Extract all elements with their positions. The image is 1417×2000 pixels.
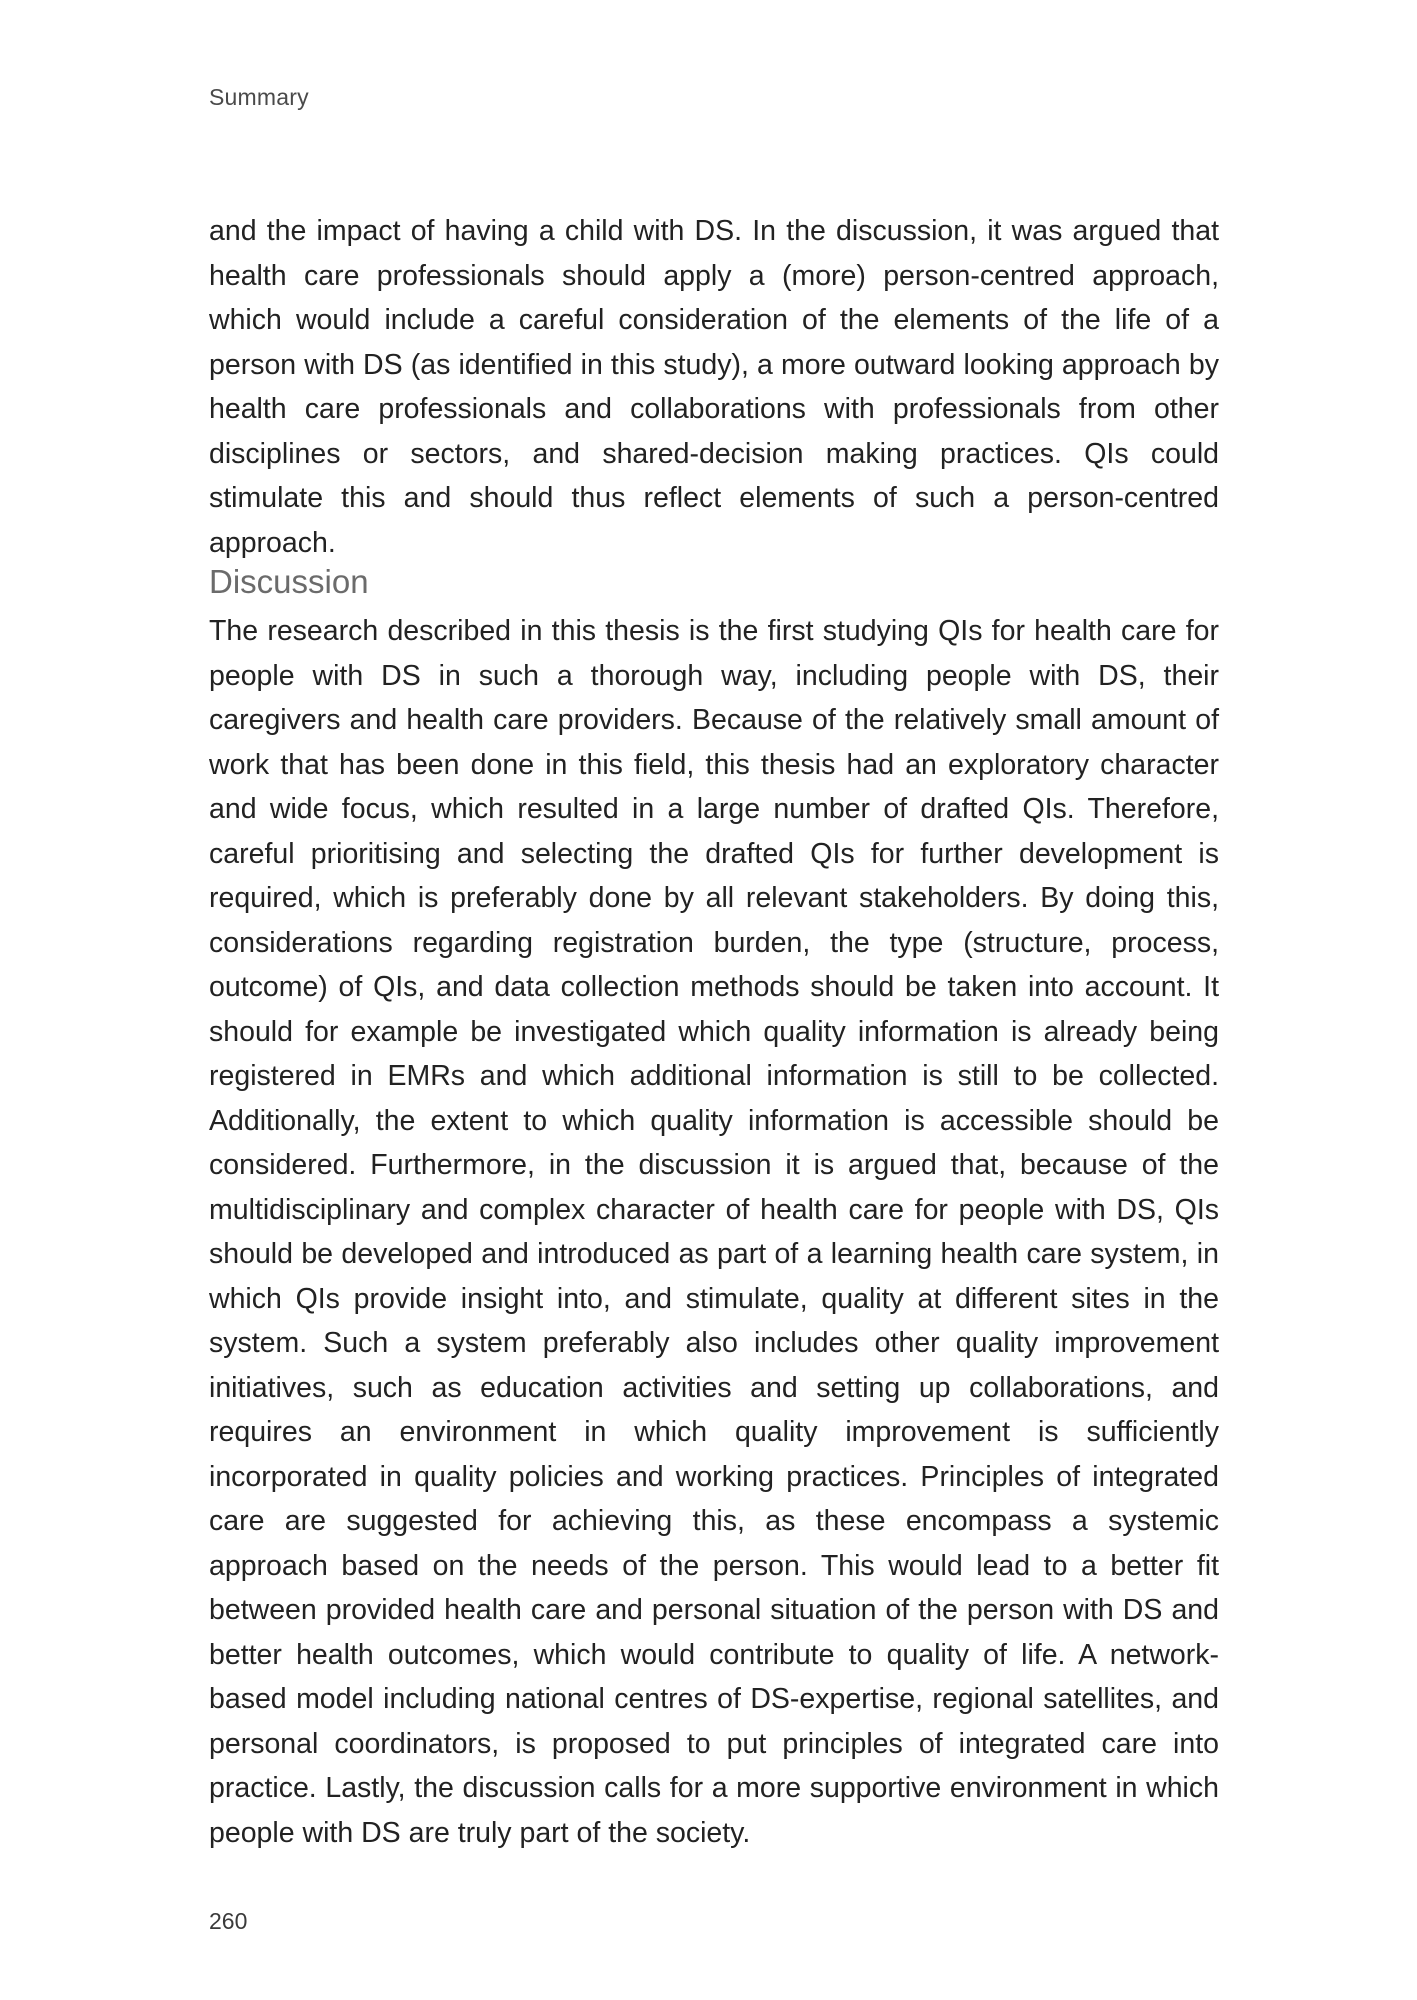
intro-paragraph-block [209,209,1219,565]
discussion-paragraph: The research described in this thesis is the first studying QIs for health care for people with DS in such a thorough way, including people with DS, their caregivers and health care providers. Because of the relatively small amount of work that has been done in this field, this thesis had an exploratory character and wide focus, which resulted in a large number of drafted QIs. Therefore, careful prioritising and selecting the drafted QIs for further development is required, which is preferably done by all relevant stakeholders. By doing this, considerations regarding registration burden, the type (structure, process, outcome) of QIs, and data collection methods should be taken into account. It should for example be investigated which quality information is already being registered in EMRs and which additional information is still to be collected. Additionally, the extent to which quality information is accessible should be considered. Furthermore, in the discussion it is argued that, because of the multidisciplinary and complex character of health care for people with DS, QIs should be developed and introduced as part of a learning health care system, in which QIs provide insight into, and stimulate, quality at different sites in the system. Such a system preferably also includes other quality improvement initiatives, such as education activities and setting up collaborations, and requires an environment in which quality improvement is sufficiently incorporated in quality policies and working practices. Principles of integrated care are suggested for achieving this, as these encompass a systemic approach based on the needs of the person. This would lead to a better fit between provided health care and personal situation of the person with DS and better health outcomes, which would contribute to quality of life. A network-based model including national centres of DS-expertise, regional satellites, and personal coordinators, is proposed to put principles of integrated care into practice. Lastly, the discussion calls for a more supportive environment in which people with DS are truly part of the society. [209,615,1219,1849]
intro-paragraph: and the impact of having a child with DS. In the discussion, it was argued that health care professionals should apply a (more) person-centred approach, which would include a careful consideration of the elements of the life of a person with DS (as identified in this study), a more outward looking approach by health care professionals and collaborations with professionals from other disciplines or sectors, and shared-decision making practices. QIs could stimulate this and should thus reflect elements of such a person-centred approach. [209,215,1219,559]
section-heading-discussion: Discussion [209,563,369,600]
discussion-paragraph-block [209,609,1219,1855]
page-number: 260 [209,1908,248,1934]
running-header-title: Summary [209,84,309,110]
